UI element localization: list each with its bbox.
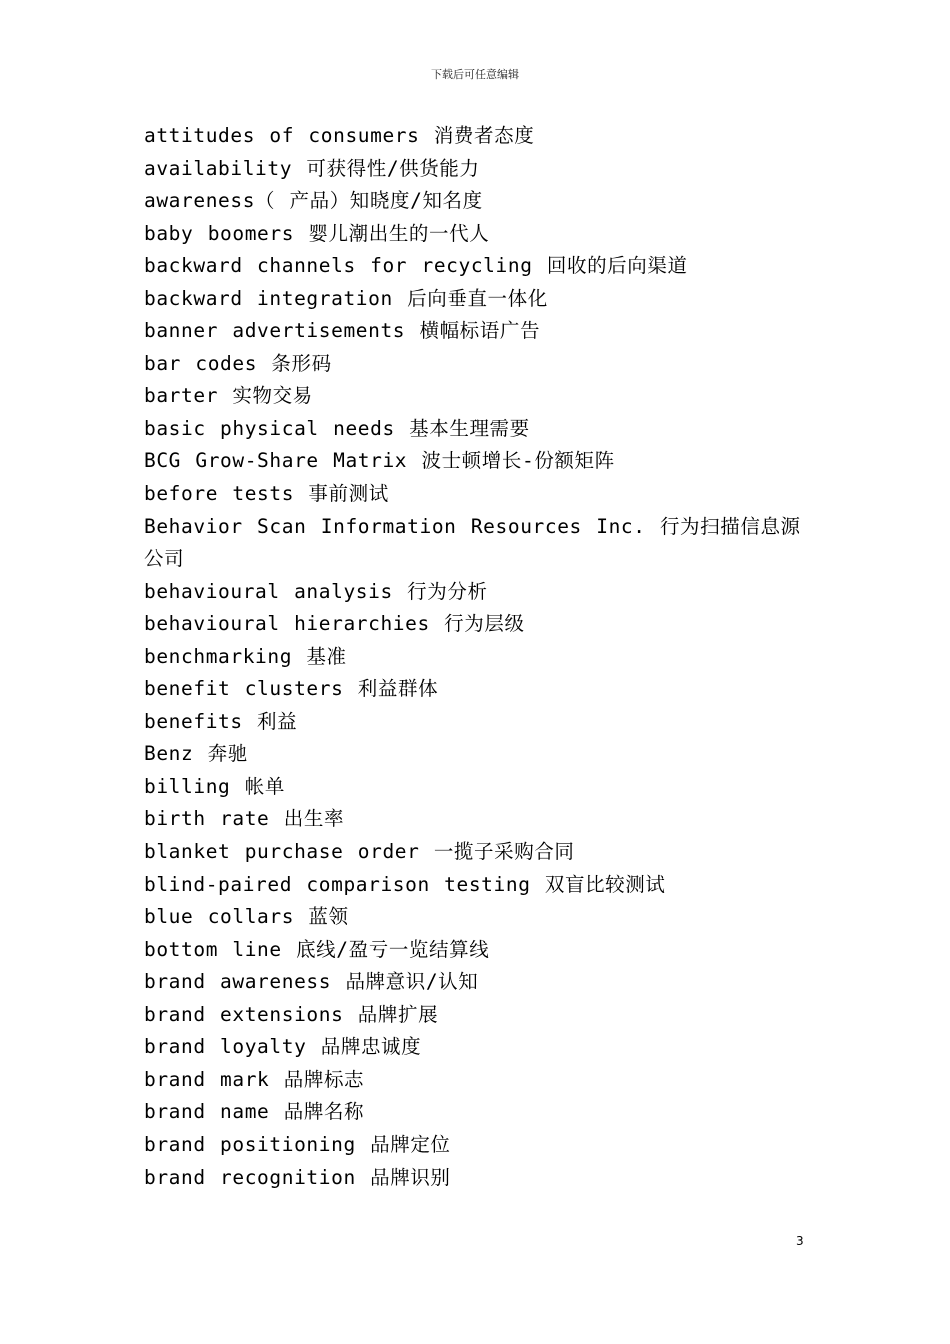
glossary-entry: awareness（ 产品）知晓度/知名度	[144, 189, 483, 213]
glossary-entry: blind-paired comparison testing 双盲比较测试	[144, 872, 666, 896]
glossary-entry: behavioural analysis 行为分析	[144, 579, 488, 603]
glossary-list	[144, 120, 812, 1194]
glossary-entry: brand recognition 品牌识别	[144, 1165, 451, 1189]
page-header: 下载后可任意编辑	[431, 68, 519, 81]
glossary-entry: barter 实物交易	[144, 384, 313, 408]
glossary-entry: BCG Grow-Share Matrix 波士顿增长-份额矩阵	[144, 449, 615, 473]
glossary-entry: Benz 奔驰	[144, 742, 248, 766]
glossary-entry: benefit clusters 利益群体	[144, 677, 439, 701]
glossary-entry: availability 可获得性/供货能力	[144, 156, 480, 180]
glossary-entry: bar codes 条形码	[144, 351, 332, 375]
glossary-entry: backward channels for recycling 回收的后向渠道	[144, 254, 688, 278]
glossary-entry: brand awareness 品牌意识/认知	[144, 970, 479, 994]
glossary-entry: brand positioning 品牌定位	[144, 1132, 451, 1156]
glossary-entry: behavioural hierarchies 行为层级	[144, 612, 525, 636]
glossary-entry: banner advertisements 横幅标语广告	[144, 319, 541, 343]
glossary-entry: benefits 利益	[144, 709, 298, 733]
glossary-entry: benchmarking 基准	[144, 644, 347, 668]
glossary-entry: bottom line 底线/盈亏一览结算线	[144, 937, 490, 961]
glossary-entry: brand extensions 品牌扩展	[144, 1002, 439, 1026]
glossary-entry: backward integration 后向垂直一体化	[144, 286, 548, 310]
glossary-entry: brand loyalty 品牌忠诚度	[144, 1035, 422, 1059]
glossary-entry: attitudes of consumers 消费者态度	[144, 124, 535, 147]
glossary-entry: brand name 品牌名称	[144, 1100, 365, 1124]
glossary-entry: before tests 事前测试	[144, 482, 389, 506]
glossary-entry: blue collars 蓝领	[144, 905, 349, 929]
glossary-entry: brand mark 品牌标志	[144, 1067, 365, 1091]
page-number: 3	[796, 1234, 804, 1248]
glossary-entry: billing 帐单	[144, 774, 285, 798]
glossary-entry: birth rate 出生率	[144, 807, 345, 831]
glossary-entry: baby boomers 婴儿潮出生的一代人	[144, 221, 490, 245]
glossary-entry: blanket purchase order 一揽子采购合同	[144, 840, 575, 864]
glossary-entry: basic physical needs 基本生理需要	[144, 416, 530, 440]
glossary-entry: Behavior Scan Information Resources Inc. 行为扫描信息源公司	[144, 514, 801, 571]
